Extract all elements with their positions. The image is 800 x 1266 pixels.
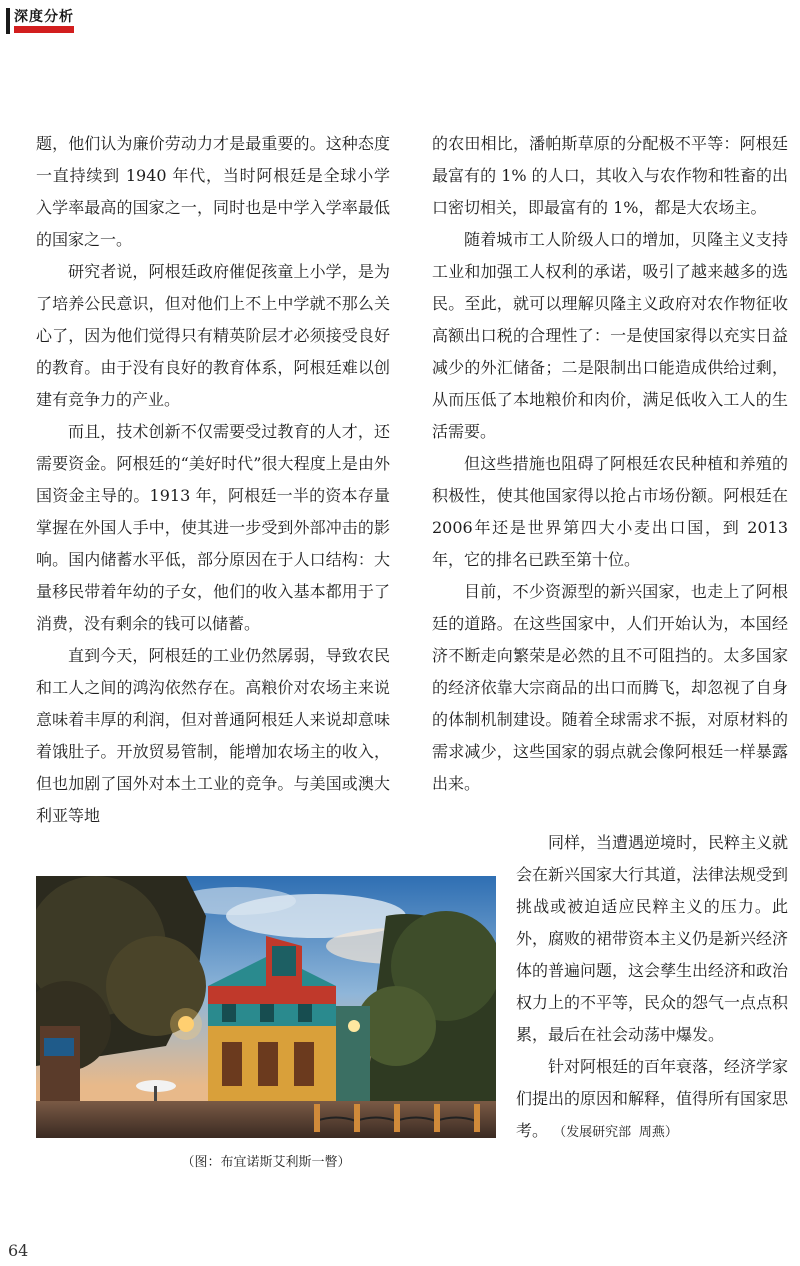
section-header	[0, 0, 120, 40]
paragraph: 随着城市工人阶级人口的增加，贝隆主义支持工业和加强工人权利的承诺，吸引了越来越多的选民。至此，就可以理解贝隆主义政府对农作物征收高额出口税的合理性了：一是使国家得以充实日益减少的外汇储备；二是限制出口能造成供给过剩，从而压低了本地粮价和肉价，满足低收入工人的生活需要。	[432, 230, 788, 441]
street-photo-icon	[36, 876, 496, 1138]
paragraph: 而且，技术创新不仅需要受过教育的人才，还需要资金。阿根廷的“美好时代”很大程度上是由外国资金主导的。1913 年，阿根廷一半的资本存量掌握在外国人手中，使其进一步受到外部冲击的影响。国内储蓄水平低，部分原因在于人口结构：大量移民带着年幼的子女，他们的收入基本都用于了消费，没有剩余的钱可以储蓄。	[36, 422, 390, 633]
page-number: 64	[8, 1241, 29, 1260]
header-bar	[6, 8, 10, 34]
paragraph-text: 针对阿根廷的百年衰落，经济学家们提出的原因和解释，值得所有国家思考。	[516, 1057, 789, 1140]
paragraph: 题，他们认为廉价劳动力才是最重要的。这种态度一直持续到 1940 年代，当时阿根廷是全球小学入学率最高的国家之一，同时也是中学入学率最低的国家之一。	[36, 134, 390, 249]
paragraph: 的农田相比，潘帕斯草原的分配极不平等：阿根廷最富有的 1% 的人口，其收入与农作物和牲畜的出口密切相关，即最富有的 1%，都是大农场主。	[432, 134, 788, 217]
byline: （发展研究部 周燕）	[553, 1125, 678, 1140]
header-accent-bar	[14, 26, 74, 33]
section-title: 深度分析	[14, 9, 74, 25]
paragraph: 直到今天，阿根廷的工业仍然孱弱，导致农民和工人之间的鸿沟依然存在。高粮价对农场主来说意味着丰厚的利润，但对普通阿根廷人来说却意味着饿肚子。开放贸易管制，能增加农场主的收入，但也加剧了国外对本土工业的竞争。与美国或澳大利亚等地	[36, 646, 390, 825]
left-column	[36, 128, 390, 832]
photo-caption: （图：布宜诺斯艾利斯一瞥）	[181, 1155, 351, 1170]
paragraph	[516, 1051, 788, 1149]
street-photo	[36, 876, 496, 1138]
right-lower-column	[516, 827, 788, 1149]
right-column	[432, 128, 788, 800]
paragraph: 研究者说，阿根廷政府催促孩童上小学，是为了培养公民意识，但对他们上不上中学就不那么关心了，因为他们觉得只有精英阶层才必须接受良好的教育。由于没有良好的教育体系，阿根廷难以创建有竞争力的产业。	[36, 262, 390, 409]
paragraph: 但这些措施也阻碍了阿根廷农民种植和养殖的积极性，使其他国家得以抢占市场份额。阿根廷在2006年还是世界第四大小麦出口国，到 2013 年，它的排名已跌至第十位。	[432, 454, 788, 569]
paragraph: 同样，当遭遇逆境时，民粹主义就会在新兴国家大行其道，法律法规受到挑战或被迫适应民粹主义的压力。此外，腐败的裙带资本主义仍是新兴经济体的普遍问题，这会孳生出经济和政治权力上的不平等，民众的怨气一点点积累，最后在社会动荡中爆发。	[516, 833, 789, 1044]
paragraph: 目前，不少资源型的新兴国家，也走上了阿根廷的道路。在这些国家中，人们开始认为，本国经济不断走向繁荣是必然的且不可阻挡的。太多国家的经济依靠大宗商品的出口而腾飞，却忽视了自身的体制机制建设。随着全球需求不振，对原材料的需求减少，这些国家的弱点就会像阿根廷一样暴露出来。	[432, 582, 788, 793]
